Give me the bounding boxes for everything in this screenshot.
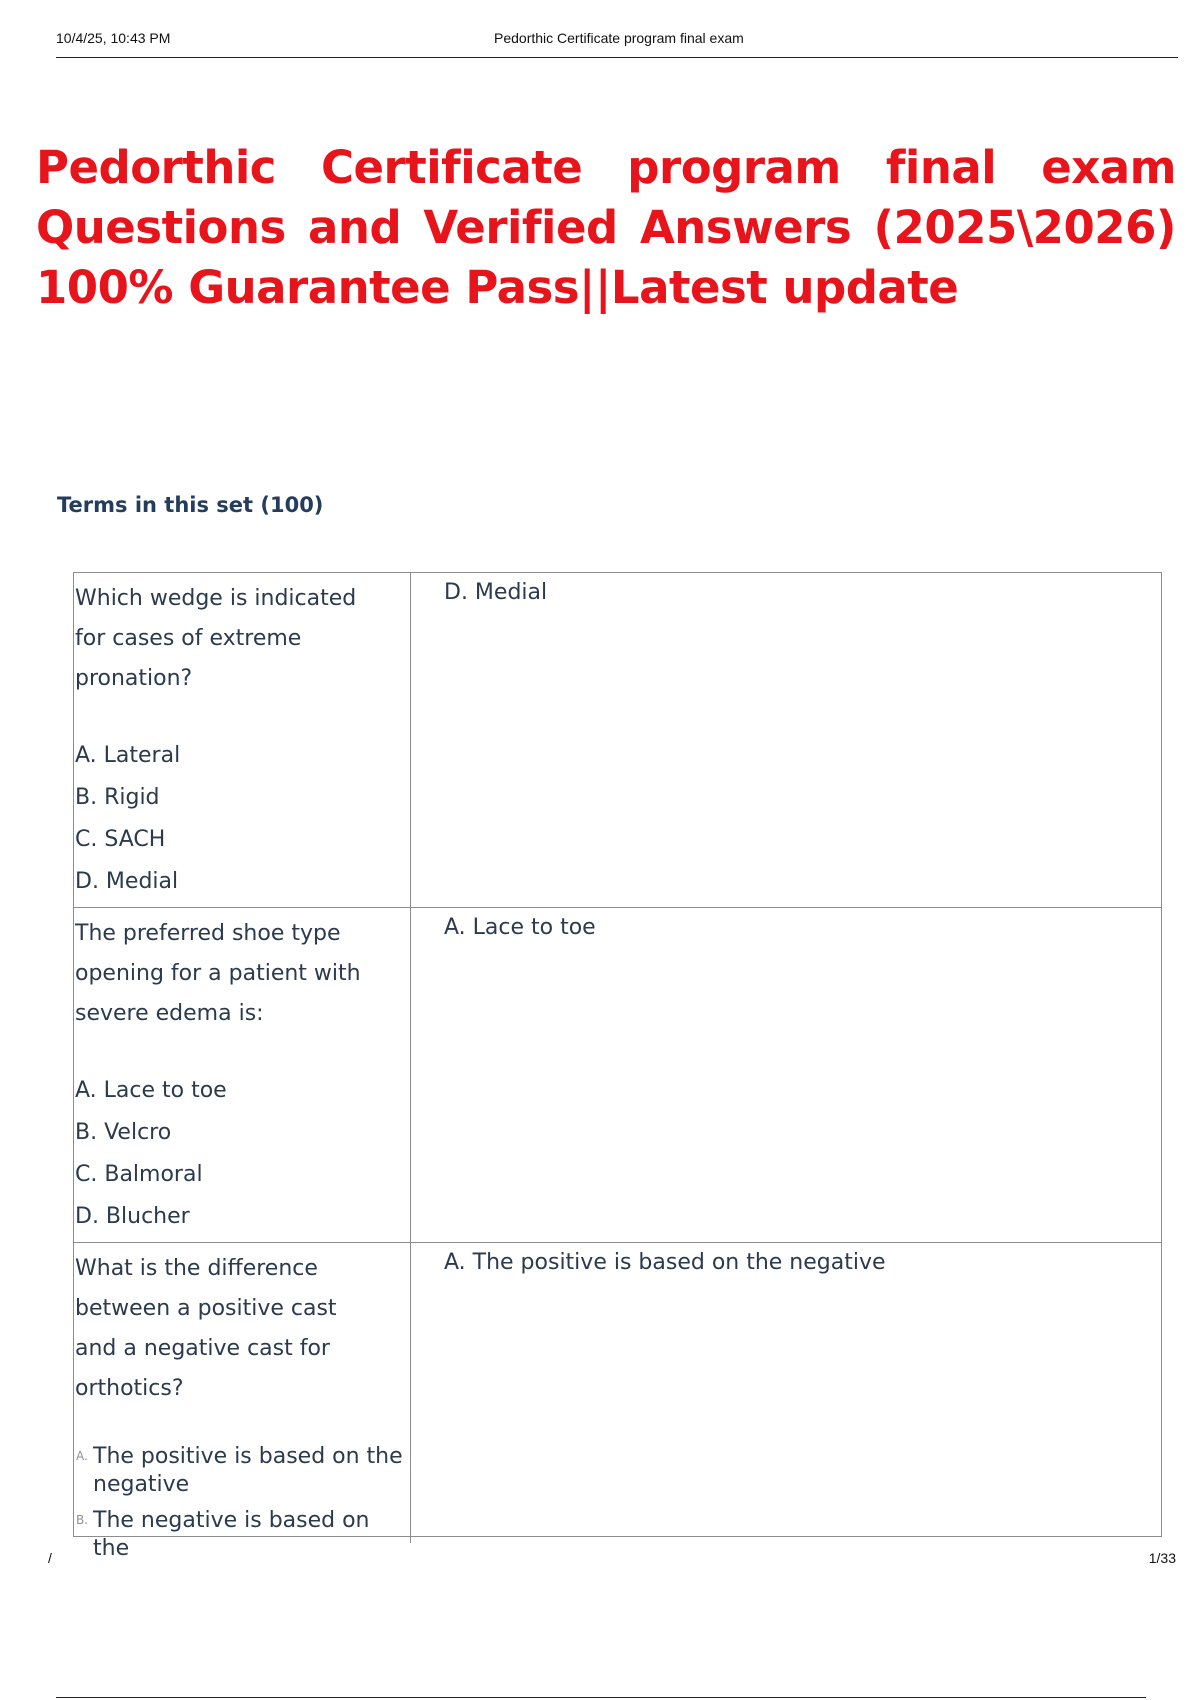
definition-cell [411, 573, 1161, 907]
document-title: Pedorthic Certificate program final exam Questions and Verified Answers (2025\2026) 100% Guarantee Pass||Latest update [36, 141, 1176, 314]
choice-list [75, 1443, 410, 1563]
choice-letter: A. [76, 1449, 88, 1463]
flashcard-row [74, 908, 1161, 1243]
choice-item: A. Lateral [75, 743, 181, 768]
answer-text: A. Lace to toe [444, 915, 596, 940]
definition-cell [411, 1243, 1161, 1543]
choice-item: C. SACH [75, 827, 166, 852]
terms-heading: Terms in this set (100) [57, 493, 324, 517]
footer-left-mark: / [48, 1550, 52, 1566]
definition-cell [411, 908, 1161, 1242]
choice-text: The negative is based on the [93, 1508, 370, 1561]
question-text: Which wedge is indicated for cases of extreme pronation? [75, 586, 357, 691]
choice-item: D. Blucher [75, 1204, 190, 1229]
choice-item: A. Lace to toe [75, 1078, 227, 1103]
choice-item: C. Balmoral [75, 1162, 203, 1187]
choice-item [75, 1507, 405, 1563]
print-header [56, 30, 1178, 58]
term-cell [74, 573, 411, 907]
choice-letter: B. [76, 1513, 89, 1527]
flashcard-row [74, 573, 1161, 908]
question-text: What is the difference between a positive cast and a negative cast for orthotics? [75, 1256, 337, 1401]
flashcard-row [74, 1243, 1161, 1561]
choice-item: B. Rigid [75, 785, 160, 810]
answer-text: D. Medial [444, 580, 548, 605]
flashcard-table [73, 572, 1162, 1561]
choice-item: B. Velcro [75, 1120, 172, 1145]
choice-list [75, 1070, 410, 1238]
choice-item [75, 1443, 405, 1499]
term-cell [74, 908, 411, 1242]
question-text: The preferred shoe type opening for a patient with severe edema is: [75, 921, 361, 1026]
bottom-divider [56, 1697, 1146, 1698]
term-cell [74, 1243, 411, 1561]
choice-list [75, 735, 410, 903]
choice-text: The positive is based on the negative [93, 1444, 403, 1497]
print-datetime: 10/4/25, 10:43 PM [56, 30, 171, 46]
page-number: 1/33 [1148, 1550, 1176, 1566]
choice-item: D. Medial [75, 869, 179, 894]
answer-text: A. The positive is based on the negative [444, 1250, 886, 1275]
print-page-title: Pedorthic Certificate program final exam [494, 30, 744, 46]
